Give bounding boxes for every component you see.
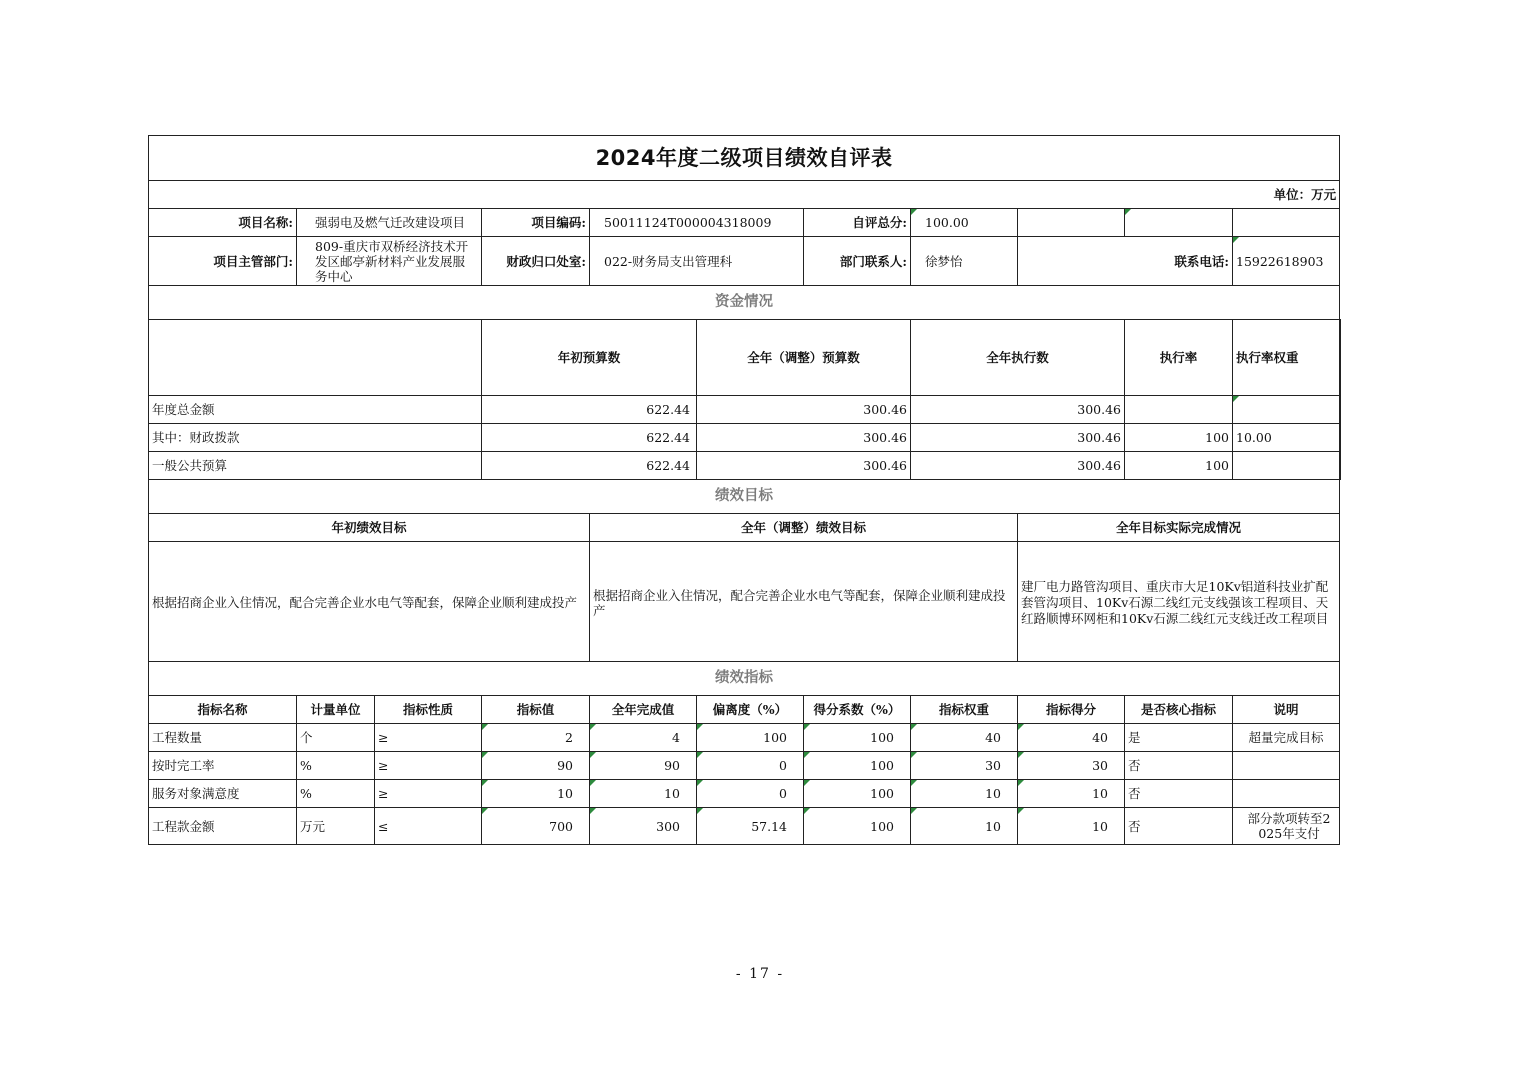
funds-header-blank — [149, 320, 482, 396]
ind-deviation: 0 — [697, 752, 804, 780]
ind-core: 否 — [1125, 808, 1233, 845]
funds-row-executed: 300.46 — [911, 396, 1125, 424]
funds-header-rate: 执行率 — [1125, 320, 1233, 396]
project-code-label: 项目编码: — [482, 209, 590, 237]
performance-table-sheet — [148, 135, 1341, 845]
funds-row-rate: 100 — [1125, 424, 1233, 452]
performance-self-evaluation-table — [148, 135, 1341, 845]
ind-deviation: 100 — [697, 724, 804, 752]
ind-coef: 100 — [804, 808, 911, 845]
funds-row-score — [1340, 424, 1341, 452]
self-score-label: 自评总分: — [804, 209, 911, 237]
indicator-row — [149, 780, 1341, 808]
empty-cell — [1233, 209, 1340, 237]
ind-score: 30 — [1018, 752, 1125, 780]
ind-nature: ≤ — [375, 808, 482, 845]
funds-row-initial: 622.44 — [482, 452, 697, 480]
funds-row-executed: 300.46 — [911, 424, 1125, 452]
ind-core: 是 — [1125, 724, 1233, 752]
ind-unit: 个 — [297, 724, 375, 752]
ind-note: 部分款项转至2025年支付 — [1233, 808, 1340, 845]
funds-row-score — [1340, 452, 1341, 480]
dept-value: 809-重庆市双桥经济技术开发区邮亭新材料产业发展服务中心 — [297, 237, 482, 286]
funds-row-adjusted: 300.46 — [697, 424, 911, 452]
funds-row-initial: 622.44 — [482, 424, 697, 452]
unit-label: 单位：万元 — [149, 181, 1340, 209]
ind-weight: 10 — [911, 780, 1018, 808]
ind-target: 90 — [482, 752, 590, 780]
ind-weight: 30 — [911, 752, 1018, 780]
ind-deviation: 0 — [697, 780, 804, 808]
ind-header-score: 指标得分 — [1018, 696, 1125, 724]
ind-nature: ≥ — [375, 752, 482, 780]
indicator-row — [149, 752, 1341, 780]
project-name-label: 项目名称: — [149, 209, 297, 237]
dept-label: 项目主管部门: — [149, 237, 297, 286]
ind-deviation: 57.14 — [697, 808, 804, 845]
funds-row-name: 其中：财政拨款 — [149, 424, 482, 452]
funds-row-rate: 100 — [1125, 452, 1233, 480]
ind-header-core: 是否核心指标 — [1125, 696, 1233, 724]
ind-header-deviation: 偏离度（%） — [697, 696, 804, 724]
ind-name: 服务对象满意度 — [149, 780, 297, 808]
goals-header-adjusted: 全年（调整）绩效目标 — [590, 514, 1018, 542]
funds-row-executed: 300.46 — [911, 452, 1125, 480]
ind-actual: 10 — [590, 780, 697, 808]
phone-label: 联系电话: — [1018, 237, 1233, 286]
goals-actual-text: 建厂电力路管沟项目、重庆市大足10Kv铝道科技业扩配套管沟项目、10Kv石源二线红元支线强该工程项目、天红路顺博环网柜和10Kv石源二线红元支线迁改工程项目 — [1018, 542, 1340, 662]
contact-label: 部门联系人: — [804, 237, 911, 286]
ind-actual: 300 — [590, 808, 697, 845]
ind-coef: 100 — [804, 724, 911, 752]
funds-row-name: 一般公共预算 — [149, 452, 482, 480]
contact-value: 徐梦怡 — [911, 237, 1018, 286]
ind-header-note: 说明 — [1233, 696, 1340, 724]
funds-header-score — [1340, 320, 1341, 396]
ind-target: 2 — [482, 724, 590, 752]
ind-target: 10 — [482, 780, 590, 808]
goals-header-actual: 全年目标实际完成情况 — [1018, 514, 1340, 542]
ind-actual: 90 — [590, 752, 697, 780]
ind-header-actual: 全年完成值 — [590, 696, 697, 724]
finance-office-value: 022-财务局支出管理科 — [590, 237, 804, 286]
ind-header-weight: 指标权重 — [911, 696, 1018, 724]
ind-score: 10 — [1018, 808, 1125, 845]
page-title: 2024年度二级项目绩效自评表 — [149, 136, 1340, 181]
ind-header-unit: 计量单位 — [297, 696, 375, 724]
funds-row-score — [1340, 396, 1341, 424]
ind-note — [1233, 752, 1340, 780]
funds-row-rate — [1125, 396, 1233, 424]
ind-score: 40 — [1018, 724, 1125, 752]
funds-row-adjusted: 300.46 — [697, 452, 911, 480]
indicators-section-title: 绩效指标 — [149, 662, 1340, 696]
indicator-row — [149, 724, 1341, 752]
project-name-value: 强弱电及燃气迁改建设项目 — [297, 209, 482, 237]
funds-row-weight — [1233, 396, 1340, 424]
ind-unit: 万元 — [297, 808, 375, 845]
self-score-value: 100.00 — [911, 209, 1018, 237]
ind-core: 否 — [1125, 780, 1233, 808]
funds-header-weight: 执行率权重 — [1233, 320, 1340, 396]
funds-row-adjusted: 300.46 — [697, 396, 911, 424]
funds-section-title: 资金情况 — [149, 286, 1340, 320]
phone-value: 15922618903 — [1233, 237, 1340, 286]
funds-row — [149, 452, 1341, 480]
ind-target: 700 — [482, 808, 590, 845]
ind-coef: 100 — [804, 752, 911, 780]
project-code-value: 50011124T000004318009 — [590, 209, 804, 237]
ind-header-target: 指标值 — [482, 696, 590, 724]
goals-section-title: 绩效目标 — [149, 480, 1340, 514]
funds-row — [149, 424, 1341, 452]
goals-initial-text: 根据招商企业入住情况，配合完善企业水电气等配套，保障企业顺利建成投产 — [149, 542, 590, 662]
ind-weight: 10 — [911, 808, 1018, 845]
ind-unit: % — [297, 780, 375, 808]
ind-core: 否 — [1125, 752, 1233, 780]
ind-actual: 4 — [590, 724, 697, 752]
ind-note — [1233, 780, 1340, 808]
funds-header-initial: 年初预算数 — [482, 320, 697, 396]
goals-header-initial: 年初绩效目标 — [149, 514, 590, 542]
ind-score: 10 — [1018, 780, 1125, 808]
funds-row-weight — [1233, 452, 1340, 480]
funds-header-executed: 全年执行数 — [911, 320, 1125, 396]
ind-weight: 40 — [911, 724, 1018, 752]
ind-note: 超量完成目标 — [1233, 724, 1340, 752]
ind-coef: 100 — [804, 780, 911, 808]
funds-row — [149, 396, 1341, 424]
empty-cell — [1125, 209, 1233, 237]
ind-header-nature: 指标性质 — [375, 696, 482, 724]
ind-header-coef: 得分系数（%） — [804, 696, 911, 724]
funds-row-weight: 10.00 — [1233, 424, 1340, 452]
ind-header-name: 指标名称 — [149, 696, 297, 724]
ind-name: 工程数量 — [149, 724, 297, 752]
ind-name: 工程款金额 — [149, 808, 297, 845]
funds-row-name: 年度总金额 — [149, 396, 482, 424]
page-number: - 17 - — [735, 966, 785, 982]
finance-office-label: 财政归口处室: — [482, 237, 590, 286]
empty-cell — [1018, 209, 1125, 237]
ind-nature: ≥ — [375, 724, 482, 752]
ind-name: 按时完工率 — [149, 752, 297, 780]
ind-unit: % — [297, 752, 375, 780]
goals-adjusted-text: 根据招商企业入住情况，配合完善企业水电气等配套，保障企业顺利建成投产 — [590, 542, 1018, 662]
ind-nature: ≥ — [375, 780, 482, 808]
indicator-row — [149, 808, 1341, 845]
funds-header-adjusted: 全年（调整）预算数 — [697, 320, 911, 396]
funds-row-initial: 622.44 — [482, 396, 697, 424]
